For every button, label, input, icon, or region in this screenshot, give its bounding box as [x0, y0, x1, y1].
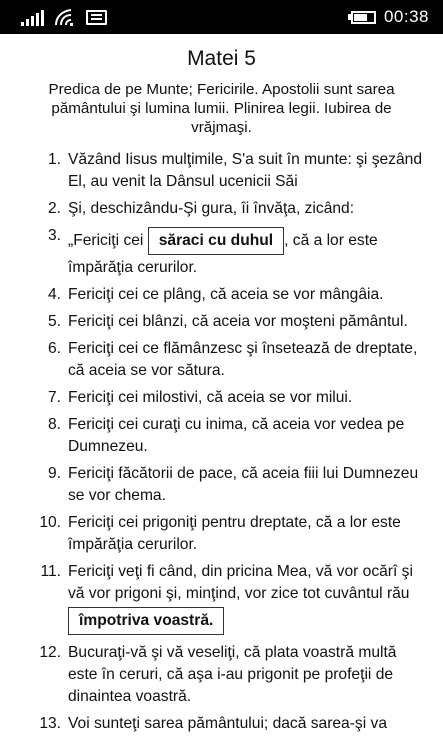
verse-item[interactable] [18, 642, 425, 708]
status-bar [0, 0, 443, 34]
message-icon [86, 10, 107, 25]
verse-item[interactable] [18, 149, 425, 193]
verse-number: 1. [47, 151, 61, 168]
verse-item[interactable] [18, 414, 425, 458]
highlighted-phrase[interactable]: împotriva voastră. [68, 607, 224, 635]
verse-text: Fericiţi cei ce flămânzesc şi însetează de dreptate, că aceia se vor sătura. [68, 340, 418, 379]
verse-item[interactable] [18, 284, 425, 306]
verse-number: 4. [47, 286, 61, 303]
verse-text: Fericiţi cei curaţi cu inima, că aceia vor vedea pe Dumnezeu. [68, 416, 405, 455]
verse-text: Fericiţi cei prigoniţi pentru dreptate, că a lor este împărăţia cerurilor. [68, 514, 401, 553]
battery-icon [348, 11, 376, 24]
verse-item[interactable] [18, 387, 425, 409]
verse-number: 2. [47, 200, 61, 217]
chapter-title: Matei 5 [187, 47, 256, 70]
verse-list [18, 149, 425, 735]
verse-text-before: Fericiţi veţi fi când, din pricina Mea, vă vor ocărî şi vă vor prigoni şi, minţind, vor zice tot cuvântul rău [68, 563, 413, 602]
verse-text: Fericiţi cei ce plâng, că aceia se vor mângâia. [68, 286, 384, 303]
verse-item[interactable] [18, 225, 425, 279]
verse-item[interactable] [18, 198, 425, 220]
wifi-icon [54, 8, 76, 26]
verse-number: 12. [39, 644, 61, 661]
verse-text: Fericiţi făcătorii de pace, că aceia fiii lui Dumnezeu se vor chema. [68, 465, 419, 504]
verse-text [68, 561, 425, 637]
verse-item[interactable] [18, 338, 425, 382]
verse-item[interactable] [18, 713, 425, 735]
verse-number: 3. [47, 227, 61, 244]
verse-item[interactable] [18, 311, 425, 333]
verse-number: 13. [39, 715, 61, 732]
verse-text: Fericiţi cei blânzi, că aceia vor moşteni pământul. [68, 313, 408, 330]
verse-text-before: „Fericiţi cei [68, 232, 148, 249]
verse-item[interactable] [18, 512, 425, 556]
verse-text [68, 225, 425, 279]
verse-number: 10. [39, 514, 61, 531]
verse-number: 8. [47, 416, 61, 433]
verse-number: 7. [47, 389, 61, 406]
clock: 00:38 [383, 7, 429, 26]
verse-item[interactable] [18, 463, 425, 507]
verse-number: 6. [47, 340, 61, 357]
chapter-summary: Predica de pe Munte; Fericirile. Apostolii sunt sarea pământului şi lumina lumii. Plinirea legii. Iubirea de vrăjmaşi. [48, 81, 395, 136]
highlighted-phrase[interactable]: săraci cu duhul [148, 227, 284, 255]
verse-text-after: , că a lor este împărăţia cerurilor. [68, 232, 378, 276]
verse-text: Bucuraţi-vă şi vă veseliţi, că plata voastră multă este în ceruri, că aşa i-au prigonit pe profeţii de dinaintea voastră. [68, 644, 397, 705]
verse-text: Voi sunteţi sarea pământului; dacă sarea-şi va [68, 715, 387, 732]
verse-text: Văzând Iisus mulţimile, S'a suit în munte: şi şezând El, au venit la Dânsul ucenicii Săi [68, 151, 422, 190]
verse-number: 5. [47, 313, 61, 330]
verse-number: 11. [40, 563, 61, 580]
verse-number: 9. [47, 465, 61, 482]
verse-text: Fericiţi cei milostivi, că aceia se vor milui. [68, 389, 353, 406]
signal-icon [21, 9, 44, 26]
verse-text: Şi, deschizându-Şi gura, îi învăţa, zicând: [68, 200, 355, 217]
chapter-content[interactable] [0, 47, 443, 735]
verse-item[interactable] [18, 561, 425, 637]
